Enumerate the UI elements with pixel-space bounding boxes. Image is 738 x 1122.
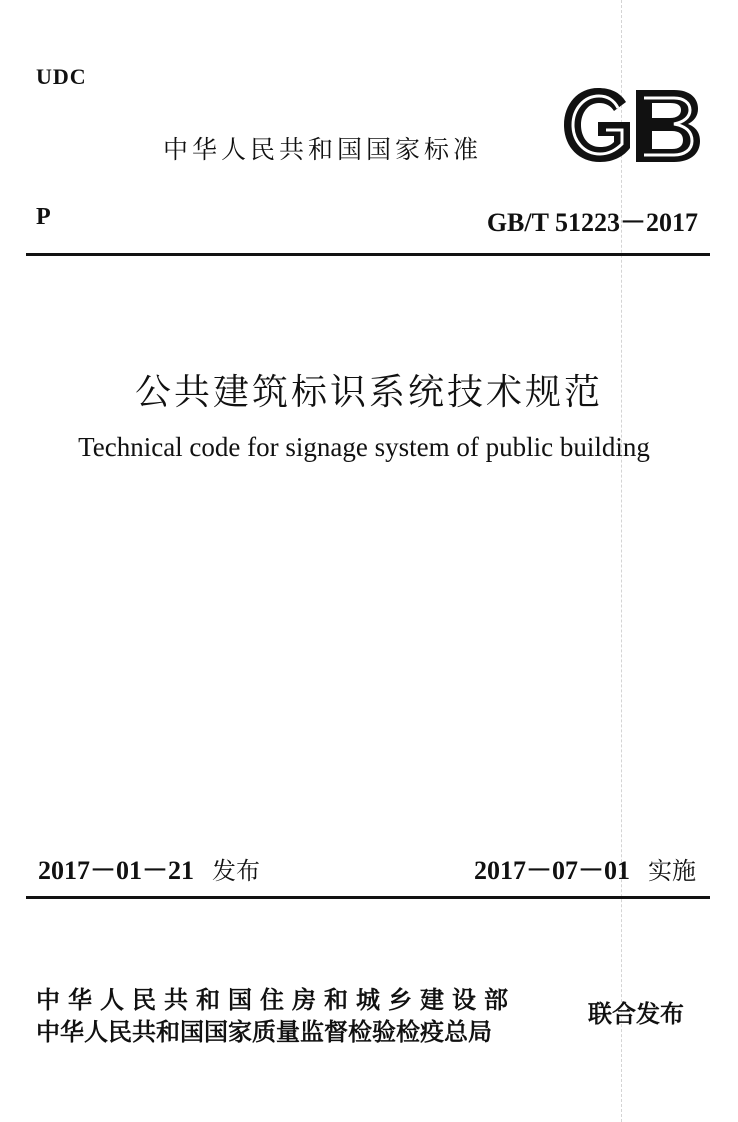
scan-fold-line	[621, 0, 622, 1122]
category-code: P	[36, 204, 51, 230]
effective-label: 实施	[648, 857, 696, 885]
issue-label: 发布	[212, 857, 261, 885]
top-divider	[26, 253, 710, 256]
bottom-divider	[26, 896, 710, 899]
issuer-aqsiq: 中华人民共和国国家质量监督检验检疫总局	[36, 1018, 492, 1046]
effective-date: 2017－07－01	[473, 856, 630, 885]
gb-logo-mark	[564, 88, 700, 162]
title-english: Technical code for signage system of public building	[78, 432, 650, 462]
joint-issue-label: 联合发布	[588, 1000, 684, 1028]
standard-number: GB/T 51223－2017	[486, 208, 698, 237]
issuer-mohurd: 中华人民共和国住房和城乡建设部	[36, 986, 516, 1014]
udc-label: UDC	[36, 64, 87, 89]
effective-date-line	[474, 850, 696, 887]
title-chinese: 公共建筑标识系统技术规范	[134, 372, 603, 413]
national-standard-heading: 中华人民共和国国家标准	[163, 135, 483, 164]
issue-date: 2017－01－21	[38, 856, 195, 885]
gb-logo	[562, 86, 702, 164]
issue-date-line	[38, 850, 260, 887]
